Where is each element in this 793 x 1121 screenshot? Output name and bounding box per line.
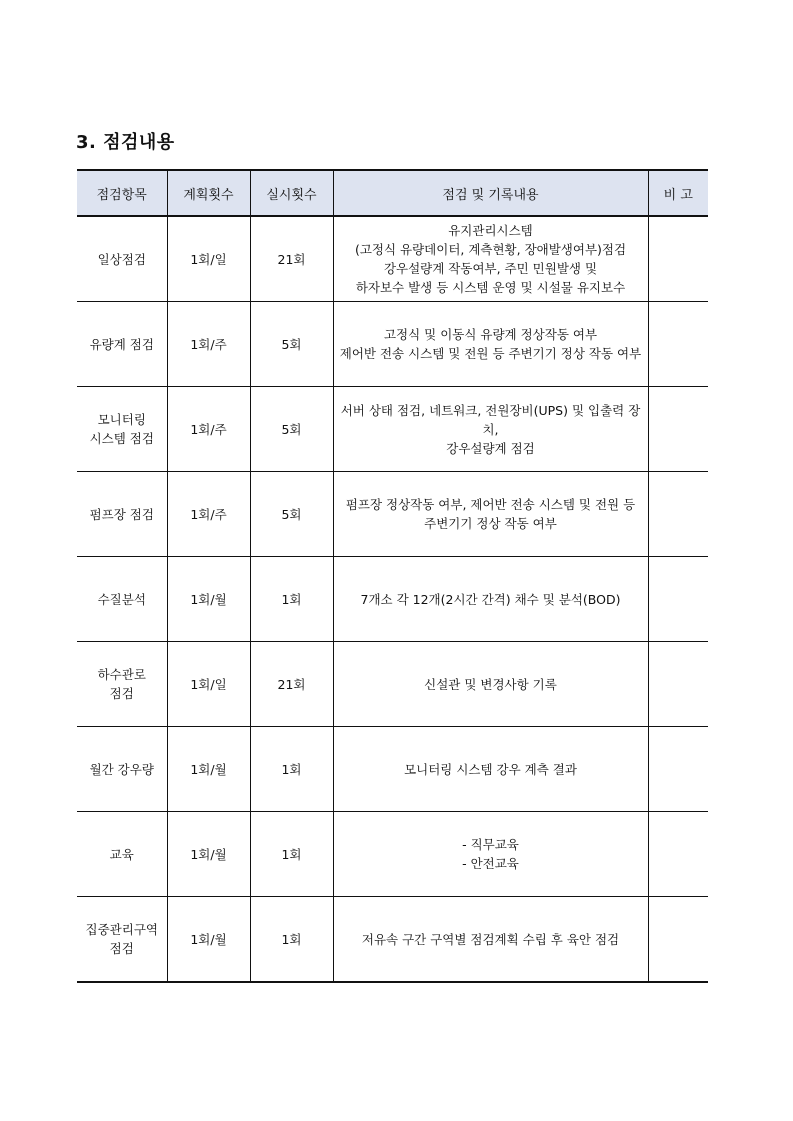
cell-item-line: 펌프장 점검 [89, 506, 154, 522]
cell-content [333, 302, 648, 387]
cell-item-line: 하수관로 [97, 667, 146, 682]
cell-note [648, 897, 708, 983]
cell-actual-count: 1회 [250, 812, 333, 897]
cell-item-line: 유량계 점검 [89, 336, 154, 352]
cell-item-line: 모니터링 [97, 412, 146, 427]
cell-item [77, 387, 167, 472]
cell-note [648, 727, 708, 812]
cell-actual-count: 1회 [250, 727, 333, 812]
cell-content-line: 고정식 및 이동식 유량계 정상작동 여부 [383, 327, 598, 342]
cell-planned-count: 1회/일 [167, 216, 250, 302]
cell-note [648, 216, 708, 302]
header-planned-count: 계획횟수 [167, 170, 250, 216]
cell-content-line: 7개소 각 12개(2시간 간격) 채수 및 분석(BOD) [360, 591, 621, 607]
cell-content-line: 신설관 및 변경사항 기록 [424, 676, 557, 692]
header-content: 점검 및 기록내용 [333, 170, 648, 216]
cell-actual-count: 1회 [250, 557, 333, 642]
table-row [77, 302, 708, 387]
cell-content-line: 주변기기 정상 작동 여부 [424, 516, 557, 531]
cell-item [77, 642, 167, 727]
cell-item [77, 472, 167, 557]
cell-item [77, 727, 167, 812]
cell-item-line: 점검 [109, 686, 134, 701]
cell-content-line: 강우설량계 점검 [446, 440, 535, 456]
cell-content [333, 387, 648, 472]
cell-content [333, 557, 648, 642]
cell-content [333, 642, 648, 727]
header-note: 비 고 [648, 170, 708, 216]
cell-item [77, 897, 167, 983]
header-item: 점검항목 [77, 170, 167, 216]
cell-content-line: 펌프장 정상작동 여부, 제어반 전송 시스템 및 전원 등 [345, 497, 636, 512]
cell-planned-count: 1회/일 [167, 642, 250, 727]
inspection-table [77, 169, 708, 983]
cell-content [333, 216, 648, 302]
cell-actual-count: 21회 [250, 216, 333, 302]
cell-planned-count: 1회/월 [167, 812, 250, 897]
cell-planned-count: 1회/월 [167, 897, 250, 983]
cell-planned-count: 1회/월 [167, 557, 250, 642]
table-row [77, 216, 708, 302]
cell-item-line: 시스템 점검 [89, 431, 154, 446]
cell-note [648, 387, 708, 472]
cell-actual-count: 5회 [250, 472, 333, 557]
cell-content-line: 제어반 전송 시스템 및 전원 등 주변기기 정상 작동 여부 [339, 346, 642, 361]
cell-content [333, 812, 648, 897]
cell-content-line: 서버 상태 점검, 네트워크, 전원장비(UPS) 및 입출력 장치, [340, 402, 641, 437]
header-actual-count: 실시횟수 [250, 170, 333, 216]
cell-content-line: - 직무교육 [462, 837, 519, 852]
cell-note [648, 472, 708, 557]
cell-planned-count: 1회/주 [167, 472, 250, 557]
cell-content-line: - 안전교육 [462, 856, 519, 871]
table-row [77, 727, 708, 812]
cell-item [77, 557, 167, 642]
cell-content [333, 727, 648, 812]
cell-actual-count: 5회 [250, 387, 333, 472]
cell-item-line: 점검 [109, 941, 134, 956]
table-row [77, 642, 708, 727]
section-title: 3. 점검내용 [76, 132, 175, 153]
cell-note [648, 302, 708, 387]
table-header-row [77, 170, 708, 216]
table-row [77, 557, 708, 642]
cell-content-line: (고정식 유량데이터, 계측현황, 장애발생여부)점검 [354, 242, 627, 257]
cell-content-line: 하자보수 발생 등 시스템 운영 및 시설물 유지보수 [355, 280, 626, 295]
cell-item-line: 수질분석 [97, 591, 146, 607]
table-row [77, 472, 708, 557]
cell-content [333, 897, 648, 983]
table-body [77, 216, 708, 982]
cell-item-line: 집중관리구역 [85, 922, 158, 937]
cell-actual-count: 21회 [250, 642, 333, 727]
cell-item [77, 812, 167, 897]
cell-item [77, 302, 167, 387]
cell-note [648, 812, 708, 897]
cell-content-line: 저유속 구간 구역별 점검계획 수립 후 육안 점검 [361, 931, 620, 947]
cell-item [77, 216, 167, 302]
cell-planned-count: 1회/주 [167, 302, 250, 387]
cell-item-line: 일상점검 [97, 251, 146, 267]
cell-note [648, 557, 708, 642]
table-row [77, 812, 708, 897]
table-row [77, 387, 708, 472]
cell-actual-count: 1회 [250, 897, 333, 983]
cell-actual-count: 5회 [250, 302, 333, 387]
cell-content [333, 472, 648, 557]
cell-planned-count: 1회/월 [167, 727, 250, 812]
cell-content-line: 유지관리시스템 [448, 223, 533, 238]
cell-item-line: 월간 강우량 [89, 761, 154, 777]
cell-planned-count: 1회/주 [167, 387, 250, 472]
cell-note [648, 642, 708, 727]
cell-item-line: 교육 [109, 846, 134, 862]
cell-content-line: 강우설량계 작동여부, 주민 민원발생 및 [383, 261, 598, 276]
cell-content-line: 모니터링 시스템 강우 계측 결과 [404, 761, 577, 777]
table-row [77, 897, 708, 983]
